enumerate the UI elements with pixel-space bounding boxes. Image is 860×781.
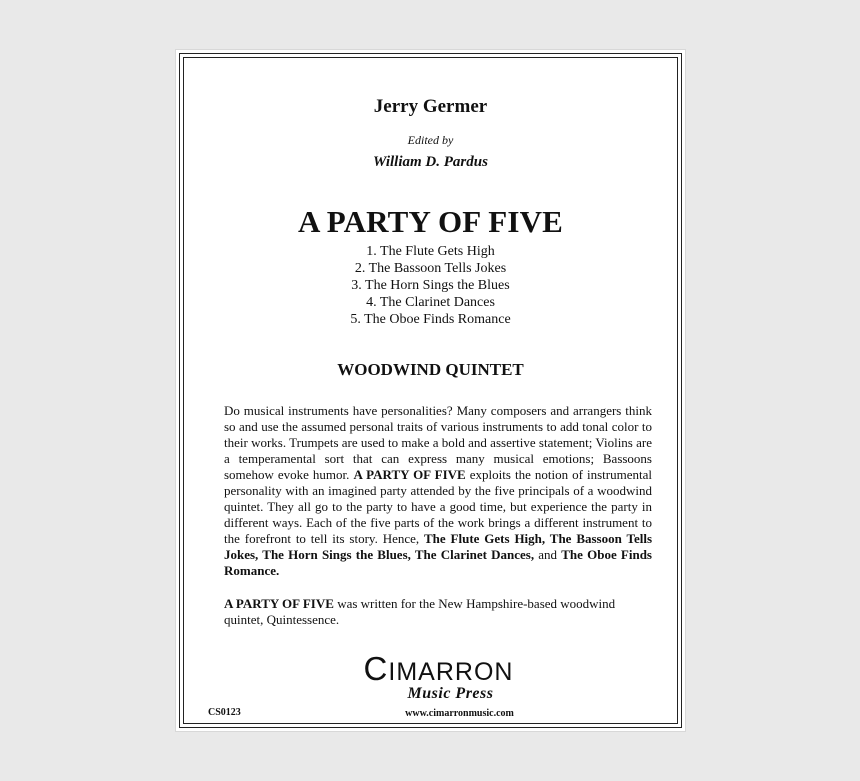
movement-item: 2. The Bassoon Tells Jokes [354,261,507,276]
description-and: and [534,547,562,562]
commission-note [224,596,652,628]
score-cover [176,50,685,731]
ensemble-subtitle: WOODWIND QUINTET [337,360,524,379]
description-paragraph [224,403,652,579]
note-text: was written for the New Hampshire-based woodwind quintet, Quintessence. [224,596,616,627]
publisher-name [192,650,685,687]
publisher-website: www.cimarronmusic.com [405,708,514,719]
movement-item: 1. The Flute Gets High [366,244,495,259]
movement-item: 3. The Horn Sings the Blues [351,278,510,293]
description-last-movement: The Oboe Finds Romance. [224,547,652,578]
composer-name: Jerry Germer [373,96,488,117]
note-title-ref: A PARTY OF FIVE [224,596,334,611]
publisher-logo [184,650,677,702]
movement-item: 4. The Clarinet Dances [366,295,495,310]
inner-border [183,57,678,724]
edited-by-label: Edited by [407,133,454,147]
description-middle: exploits the notion of instrumental personality with an imagined party attended by the five principals of a woodwind quintet. They all go to the party to have a good time, but experience the party in different ways. Each of the five parts of the work brings a different instrument to the forefront to tell its story. Hence, [224,467,652,546]
description-movement-list: The Flute Gets High, The Bassoon Tells Jokes, The Horn Sings the Blues, The Clarinet Dances, [224,531,652,562]
movement-list [184,243,677,328]
outer-border [179,53,682,728]
movement-item: 5. The Oboe Finds Romance [350,312,511,327]
publisher-name-initial: C [363,650,389,687]
catalog-number: CS0123 [208,707,241,718]
publisher-subname: Music Press [407,685,494,702]
publisher-name-rest: IMARRON [388,658,514,686]
work-title: A PARTY OF FIVE [297,204,564,239]
editor-name: William D. Pardus [373,154,488,170]
description-intro: Do musical instruments have personalities? Many composers and arrangers think so and use the assumed personal traits of various instruments to add tonal color to their works. Trumpets are used to make a bold and assertive statement; Violins are a temperamental sort that can express many musical emotions; Bassoons somehow evoke humor. [224,403,652,482]
description-title-ref: A PARTY OF FIVE [353,467,466,482]
